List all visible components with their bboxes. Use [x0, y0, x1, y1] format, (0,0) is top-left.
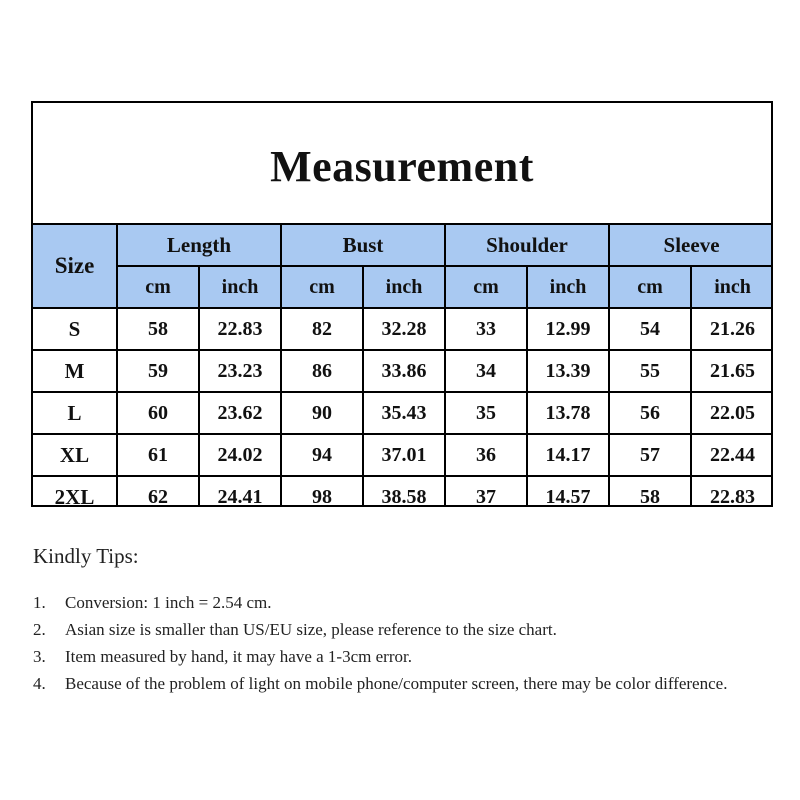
- table-cell: 22.83: [199, 308, 281, 350]
- table-cell: 22.83: [691, 476, 773, 507]
- table-cell: 38.58: [363, 476, 445, 507]
- table-cell: 94: [281, 434, 363, 476]
- table-cell: 22.44: [691, 434, 773, 476]
- tip-number: 1.: [33, 593, 46, 612]
- tips-heading: Kindly Tips:: [33, 544, 139, 568]
- size-cell: M: [33, 350, 117, 392]
- group-header-length: Length: [117, 225, 281, 266]
- table-row: [33, 350, 773, 392]
- tip-number: 2.: [33, 620, 46, 639]
- kindly-tips: [33, 544, 793, 699]
- table-cell: 14.17: [527, 434, 609, 476]
- table-cell: 24.02: [199, 434, 281, 476]
- table-cell: 37: [445, 476, 527, 507]
- size-cell: L: [33, 392, 117, 434]
- table-cell: 98: [281, 476, 363, 507]
- unit-header: cm: [117, 266, 199, 308]
- page-title: Measurement: [270, 141, 534, 191]
- table-cell: 22.05: [691, 392, 773, 434]
- table-cell: 14.57: [527, 476, 609, 507]
- tip-number: 4.: [33, 674, 46, 693]
- table-cell: 34: [445, 350, 527, 392]
- size-table: [33, 225, 773, 507]
- table-cell: 86: [281, 350, 363, 392]
- tip-text: Because of the problem of light on mobile phone/computer screen, there may be color difference.: [65, 674, 728, 693]
- group-header-sleeve: Sleeve: [609, 225, 773, 266]
- table-cell: 62: [117, 476, 199, 507]
- table-cell: 13.78: [527, 392, 609, 434]
- header-row-groups: [33, 225, 773, 266]
- list-item: [33, 645, 793, 669]
- table-cell: 57: [609, 434, 691, 476]
- table-cell: 35.43: [363, 392, 445, 434]
- table-row: [33, 392, 773, 434]
- list-item: [33, 672, 793, 696]
- table-cell: 82: [281, 308, 363, 350]
- unit-header: inch: [527, 266, 609, 308]
- list-item: [33, 591, 793, 615]
- tip-text: Item measured by hand, it may have a 1-3cm error.: [65, 647, 412, 666]
- unit-header: inch: [691, 266, 773, 308]
- size-cell: S: [33, 308, 117, 350]
- table-cell: 13.39: [527, 350, 609, 392]
- title-row: [33, 103, 771, 225]
- table-cell: 55: [609, 350, 691, 392]
- tip-text: Asian size is smaller than US/EU size, please reference to the size chart.: [65, 620, 557, 639]
- size-cell: 2XL: [33, 476, 117, 507]
- list-item: [33, 618, 793, 642]
- table-cell: 33.86: [363, 350, 445, 392]
- table-cell: 37.01: [363, 434, 445, 476]
- table-cell: 60: [117, 392, 199, 434]
- table-cell: 21.26: [691, 308, 773, 350]
- size-header: Size: [33, 225, 117, 308]
- table-cell: 61: [117, 434, 199, 476]
- unit-header: inch: [199, 266, 281, 308]
- table-cell: 12.99: [527, 308, 609, 350]
- table-cell: 24.41: [199, 476, 281, 507]
- unit-header: cm: [609, 266, 691, 308]
- table-cell: 58: [117, 308, 199, 350]
- table-cell: 36: [445, 434, 527, 476]
- table-cell: 54: [609, 308, 691, 350]
- table-cell: 32.28: [363, 308, 445, 350]
- size-cell: XL: [33, 434, 117, 476]
- size-chart: [31, 101, 773, 507]
- table-cell: 58: [609, 476, 691, 507]
- tips-list: [33, 591, 793, 696]
- table-cell: 59: [117, 350, 199, 392]
- unit-header: cm: [281, 266, 363, 308]
- tip-number: 3.: [33, 647, 46, 666]
- unit-header: cm: [445, 266, 527, 308]
- table-cell: 90: [281, 392, 363, 434]
- table-row: [33, 308, 773, 350]
- tip-text: Conversion: 1 inch = 2.54 cm.: [65, 593, 272, 612]
- unit-header: inch: [363, 266, 445, 308]
- table-cell: 21.65: [691, 350, 773, 392]
- table-cell: 33: [445, 308, 527, 350]
- group-header-shoulder: Shoulder: [445, 225, 609, 266]
- table-row: [33, 476, 773, 507]
- group-header-bust: Bust: [281, 225, 445, 266]
- table-cell: 35: [445, 392, 527, 434]
- header-row-units: [33, 266, 773, 308]
- table-cell: 23.62: [199, 392, 281, 434]
- table-row: [33, 434, 773, 476]
- table-cell: 56: [609, 392, 691, 434]
- table-cell: 23.23: [199, 350, 281, 392]
